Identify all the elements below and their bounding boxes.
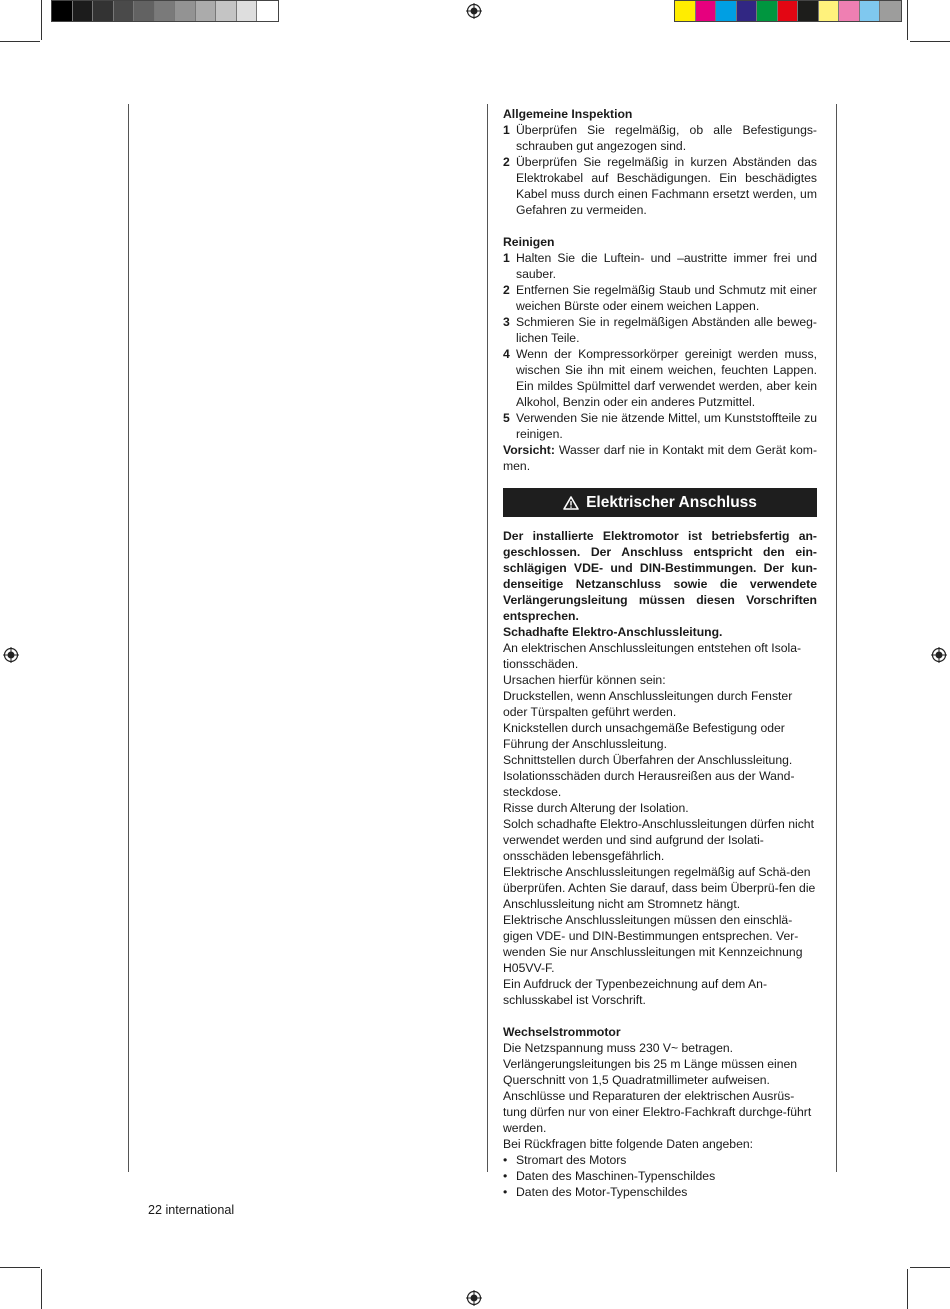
color-swatch [52, 1, 73, 21]
bullet-item [503, 1168, 817, 1184]
color-swatch [860, 1, 881, 21]
color-swatch [73, 1, 94, 21]
paragraph: Solch schadhafte Elektro-Anschlussleitungen dürfen nicht verwendet werden und sind aufgrund der Isolati-onsschäden lebensgefährlich. [503, 817, 814, 863]
page-footer: 22 international [148, 1203, 235, 1217]
left-margin-rule [128, 104, 129, 1172]
item-number: 2 [503, 155, 510, 169]
general-inspection-section [503, 106, 817, 218]
color-swatch [778, 1, 799, 21]
color-calibration-bar [674, 0, 902, 22]
item-number: 1 [503, 251, 510, 265]
item-text: Schmieren Sie in regelmäßigen Abständen alle beweg-lichen Teile. [516, 315, 817, 345]
crop-mark [41, 0, 42, 40]
registration-mark-icon [466, 1290, 482, 1306]
color-swatch [880, 1, 901, 21]
bullet-icon: • [503, 1169, 508, 1183]
color-swatch [716, 1, 737, 21]
color-swatch [114, 1, 135, 21]
color-swatch [196, 1, 217, 21]
item-text: Wenn der Kompressorkörper gereinigt werden muss, wischen Sie ihn mit einem weichen, feuchten Lappen. Ein mildes Spülmittel darf verwendet werden, aber kein Alkohol, Benzin oder ein anderes Putzmittel. [516, 347, 817, 409]
crop-mark [910, 41, 950, 42]
color-swatch [737, 1, 758, 21]
list-item [503, 410, 817, 442]
caution-text: Wasser darf nie in Kontakt mit dem Gerät kom-men. [503, 443, 817, 473]
crop-mark [0, 1267, 40, 1268]
crop-mark [907, 0, 908, 40]
intro-paragraph: Der installierte Elektromotor ist betriebsfertig an-geschlossen. Der Anschluss entspricht den ein-schlägigen VDE- und DIN-Bestimmungen. Der kun-denseitige Netzanschluss sowie die verwendete Verlängerungsleitung müssen diesen Vorschriften entsprechen. [503, 529, 817, 623]
paragraph: Bei Rückfragen bitte folgende Daten angeben: [503, 1137, 754, 1151]
electrical-connection-section [503, 528, 817, 1008]
color-swatch [237, 1, 258, 21]
paragraph: Ein Aufdruck der Typenbezeichnung auf dem An-schlusskabel ist Vorschrift. [503, 977, 768, 1007]
item-text: Überprüfen Sie regelmäßig in kurzen Abständen das Elektrokabel auf Beschädigungen. Ein beschädigtes Kabel muss durch einen Fachmann ersetzt werden, um Gefahren zu vermeiden. [516, 155, 817, 217]
item-text: Verwenden Sie nie ätzende Mittel, um Kunststoffteile zu reinigen. [516, 411, 817, 441]
crop-mark [910, 1267, 950, 1268]
item-number: 5 [503, 411, 510, 425]
color-swatch [696, 1, 717, 21]
color-swatch [257, 1, 278, 21]
cleaning-section [503, 234, 817, 474]
paragraph: Verlängerungsleitungen bis 25 m Länge müssen einen Querschnitt von 1,5 Quadratmillimeter aufweisen. [503, 1057, 798, 1087]
item-number: 3 [503, 315, 510, 329]
list-item [503, 346, 817, 410]
bullet-text: Daten des Motor-Typenschildes [516, 1185, 688, 1199]
color-swatch [155, 1, 176, 21]
color-swatch [675, 1, 696, 21]
paragraph: Isolationsschäden durch Herausreißen aus der Wand-steckdose. [503, 769, 795, 799]
paragraph: An elektrischen Anschlussleitungen entstehen oft Isola-tionsschäden. [503, 641, 802, 671]
color-swatch [839, 1, 860, 21]
section-heading: Allgemeine Inspektion [503, 107, 633, 121]
paragraph: Anschlüsse und Reparaturen der elektrischen Ausrüs-tung dürfen nur von einer Elektro-Fachkraft durchge-führt werden. [503, 1089, 812, 1135]
paragraph: Druckstellen, wenn Anschlussleitungen durch Fenster oder Türspalten geführt werden. [503, 689, 793, 719]
grayscale-calibration-bar [51, 0, 279, 22]
text-column [503, 106, 817, 1200]
bullet-item [503, 1184, 817, 1200]
crop-mark [0, 41, 40, 42]
list-item [503, 250, 817, 282]
item-text: Überprüfen Sie regelmäßig, ob alle Befestigungs-schrauben gut angezogen sind. [516, 123, 817, 153]
color-swatch [819, 1, 840, 21]
paragraph: Ursachen hierfür können sein: [503, 673, 666, 687]
color-swatch [93, 1, 114, 21]
caution-note [503, 442, 817, 474]
ac-motor-section [503, 1024, 817, 1200]
crop-mark [907, 1269, 908, 1309]
color-swatch [757, 1, 778, 21]
list-item [503, 282, 817, 314]
electrical-connection-banner [503, 488, 817, 517]
paragraph: Risse durch Alterung der Isolation. [503, 801, 689, 815]
bullet-text: Stromart des Motors [516, 1153, 627, 1167]
warning-triangle-icon [563, 496, 579, 510]
item-number: 4 [503, 347, 510, 361]
list-item [503, 154, 817, 218]
crop-mark [41, 1269, 42, 1309]
section-heading: Reinigen [503, 235, 555, 249]
bullet-text: Daten des Maschinen-Typenschildes [516, 1169, 716, 1183]
subsection-heading: Schadhafte Elektro-Anschlussleitung. [503, 625, 723, 639]
item-text: Halten Sie die Luftein- und –austritte immer frei und sauber. [516, 251, 817, 281]
right-margin-rule [836, 104, 837, 1172]
color-swatch [798, 1, 819, 21]
paragraph: Knickstellen durch unsachgemäße Befestigung oder Führung der Anschlussleitung. [503, 721, 785, 751]
caution-label: Vorsicht: [503, 443, 555, 457]
color-swatch [216, 1, 237, 21]
list-item [503, 122, 817, 154]
paragraph: Schnittstellen durch Überfahren der Anschlussleitung. [503, 753, 793, 767]
item-text: Entfernen Sie regelmäßig Staub und Schmutz mit einer weichen Bürste oder einem weichen Lappen. [516, 283, 817, 313]
paragraph: Elektrische Anschlussleitungen müssen den einschlä-gigen VDE- und DIN-Bestimmungen entsprechen. Ver-wenden Sie nur Anschlussleitungen mit Kennzeichnung H05VV-F. [503, 913, 803, 975]
section-heading: Wechselstrommotor [503, 1025, 621, 1039]
registration-mark-icon [466, 3, 482, 19]
bullet-item [503, 1152, 817, 1168]
paragraph: Die Netzspannung muss 230 V~ betragen. [503, 1041, 734, 1055]
bullet-icon: • [503, 1185, 508, 1199]
color-swatch [175, 1, 196, 21]
column-separator-rule [487, 104, 488, 1172]
item-number: 1 [503, 123, 510, 137]
registration-mark-icon [3, 647, 19, 663]
banner-title: Elektrischer Anschluss [586, 493, 757, 511]
item-number: 2 [503, 283, 510, 297]
bullet-icon: • [503, 1153, 508, 1167]
color-swatch [134, 1, 155, 21]
paragraph: Elektrische Anschlussleitungen regelmäßig auf Schä-den überprüfen. Achten Sie darauf, dass beim Überprü-fen die Anschlussleitung nicht am Stromnetz hängt. [503, 865, 816, 911]
list-item [503, 314, 817, 346]
registration-mark-icon [931, 647, 947, 663]
